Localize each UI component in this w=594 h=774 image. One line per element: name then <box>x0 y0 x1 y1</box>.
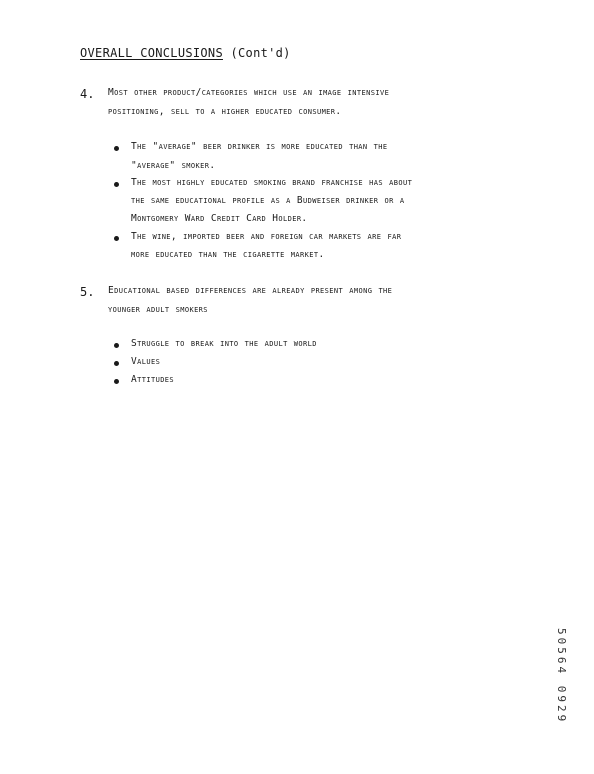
bullet-line: The "average" beer drinker is more educated than the <box>131 141 388 152</box>
page-title <box>80 46 291 60</box>
section-line: Most other product/categories which use an image intensive <box>108 87 390 98</box>
bullet-icon <box>114 379 119 384</box>
section-line: younger adult smokers <box>108 304 208 315</box>
bullet-line: The most highly educated smoking brand franchise has about <box>131 177 413 188</box>
bullet-line: Attitudes <box>131 374 175 385</box>
bullet-icon <box>114 146 119 151</box>
section-number: 5. <box>80 285 95 299</box>
bullet-line: Montgomery Ward Credit Card Holder. <box>131 213 308 224</box>
section-number: 4. <box>80 87 95 101</box>
bullet-icon <box>114 182 119 187</box>
bullet-line: Struggle to break into the adult world <box>131 338 317 349</box>
bullet-icon <box>114 361 119 366</box>
title-suffix: (Cont'd) <box>230 46 291 60</box>
section-line: Educational based differences are already present among the <box>108 285 393 296</box>
bullet-icon <box>114 343 119 348</box>
section-line: positioning, sell to a higher educated consumer. <box>108 106 342 117</box>
bullet-line: Values <box>131 356 161 367</box>
bullet-line: more educated than the cigarette market. <box>131 249 325 260</box>
title-main: OVERALL CONCLUSIONS <box>80 46 223 60</box>
bullet-icon <box>114 236 119 241</box>
bullet-line: "average" smoker. <box>131 160 216 171</box>
bullet-line: the same educational profile as a Budweiser drinker or a <box>131 195 405 206</box>
bates-number: 50564 0929 <box>555 628 568 725</box>
bullet-line: The wine, imported beer and foreign car markets are far <box>131 231 402 242</box>
